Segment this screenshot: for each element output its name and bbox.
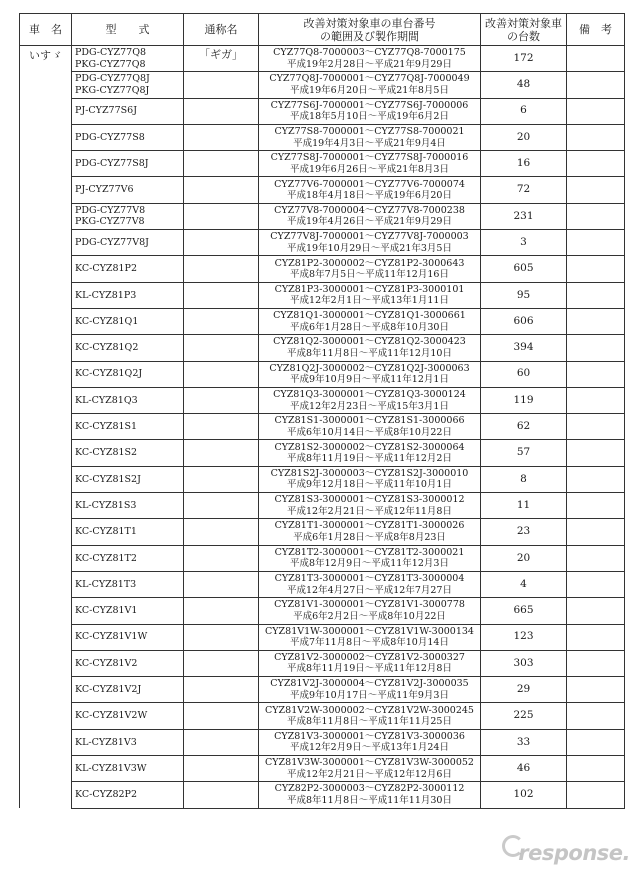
model-cell xyxy=(72,677,184,703)
chassis-range: CYZ81T3-3000001～CYZ81T3-3000004 xyxy=(274,573,465,585)
count-cell: 20 xyxy=(481,545,567,571)
production-period: 平成8年11月8日～平成11年12月10日 xyxy=(287,347,452,359)
production-period: 平成8年11月8日～平成11年11月25日 xyxy=(287,716,452,728)
note-cell xyxy=(567,493,625,519)
chassis-range: CYZ77S8-7000001～CYZ77S8-7000021 xyxy=(274,126,465,138)
header-count-line2: の台数 xyxy=(507,29,540,43)
note-cell xyxy=(567,782,625,808)
table-row xyxy=(20,98,625,124)
chassis-range: CYZ81Q1-3000001～CYZ81Q1-3000661 xyxy=(273,310,466,322)
count-cell: 46 xyxy=(481,756,567,782)
chassis-range: CYZ81V1-3000001～CYZ81V1-3000778 xyxy=(274,599,465,611)
table-row xyxy=(20,756,625,782)
count-cell: 48 xyxy=(481,72,567,98)
model-cell xyxy=(72,466,184,492)
range-cell xyxy=(259,493,481,519)
model-code: KL-CYZ81P3 xyxy=(75,289,137,301)
count-cell: 20 xyxy=(481,124,567,150)
model-cell xyxy=(72,335,184,361)
table-row xyxy=(20,124,625,150)
production-period: 平成12年2月21日～平成12年12月6日 xyxy=(287,768,452,780)
header-model: 型 式 xyxy=(72,14,184,46)
range-cell xyxy=(259,335,481,361)
count-cell: 8 xyxy=(481,466,567,492)
production-period: 平成8年11月19日～平成11年12月8日 xyxy=(287,663,452,675)
production-period: 平成19年10月29日～平成21年3月5日 xyxy=(287,242,452,254)
note-cell xyxy=(567,46,625,72)
note-cell xyxy=(567,571,625,597)
chassis-range: CYZ81V2W-3000002～CYZ81V2W-3000245 xyxy=(265,704,474,716)
model-code: KL-CYZ81V3W xyxy=(75,762,147,774)
range-cell xyxy=(259,98,481,124)
range-cell xyxy=(259,571,481,597)
table-row xyxy=(20,650,625,676)
model-cell xyxy=(72,72,184,98)
production-period: 平成6年1月28日～平成8年10月30日 xyxy=(290,321,449,333)
count-cell: 29 xyxy=(481,677,567,703)
count-cell: 62 xyxy=(481,414,567,440)
model-code: KC-CYZ81V2 xyxy=(75,657,138,669)
range-cell xyxy=(259,256,481,282)
model-cell xyxy=(72,624,184,650)
chassis-range: CYZ81T1-3000001～CYZ81T1-3000026 xyxy=(274,520,465,532)
chassis-range: CYZ81P2-3000002～CYZ81P2-3000643 xyxy=(274,257,465,269)
table-row xyxy=(20,519,625,545)
model-code: KC-CYZ81V1W xyxy=(75,631,148,643)
table-row xyxy=(20,335,625,361)
model-code: KC-CYZ81S2 xyxy=(75,447,138,459)
model-code: KL-CYZ81V3 xyxy=(75,736,137,748)
note-cell xyxy=(567,203,625,229)
note-cell xyxy=(567,361,625,387)
nickname-cell xyxy=(184,624,259,650)
table-row xyxy=(20,493,625,519)
model-cell xyxy=(72,545,184,571)
model-code: KC-CYZ81V1 xyxy=(75,605,138,617)
count-cell: 60 xyxy=(481,361,567,387)
count-cell: 11 xyxy=(481,493,567,519)
model-cell xyxy=(72,756,184,782)
range-cell xyxy=(259,650,481,676)
nickname-cell xyxy=(184,756,259,782)
table-body xyxy=(20,46,625,809)
note-cell xyxy=(567,98,625,124)
chassis-range: CYZ81V3-3000001～CYZ81V3-3000036 xyxy=(274,730,465,742)
recall-table xyxy=(19,13,625,809)
note-cell xyxy=(567,124,625,150)
production-period: 平成19年6月20日～平成21年8月5日 xyxy=(290,84,449,96)
nickname-cell xyxy=(184,124,259,150)
note-cell xyxy=(567,519,625,545)
model-cell xyxy=(72,177,184,203)
nickname-cell xyxy=(184,571,259,597)
chassis-range: CYZ81S3-3000001～CYZ81S3-3000012 xyxy=(274,494,465,506)
note-cell xyxy=(567,624,625,650)
model-code: KL-CYZ81S3 xyxy=(75,499,137,511)
range-cell xyxy=(259,414,481,440)
model-code: PDG-CYZ77S8J xyxy=(75,158,149,170)
header-note: 備 考 xyxy=(567,14,625,46)
chassis-range: CYZ81S2-3000002～CYZ81S2-3000064 xyxy=(274,441,465,453)
production-period: 平成6年2月2日～平成8年10月22日 xyxy=(293,610,446,622)
production-period: 平成6年1月28日～平成8年8月23日 xyxy=(293,531,446,543)
table-row xyxy=(20,782,625,808)
count-cell: 23 xyxy=(481,519,567,545)
chassis-range: CYZ77S8J-7000001～CYZ77S8J-7000016 xyxy=(270,152,469,164)
range-cell xyxy=(259,361,481,387)
count-cell: 231 xyxy=(481,203,567,229)
range-cell xyxy=(259,545,481,571)
nickname-cell xyxy=(184,519,259,545)
model-code: PDG-CYZ77V8J xyxy=(75,236,149,248)
note-cell xyxy=(567,282,625,308)
note-cell xyxy=(567,414,625,440)
chassis-range: CYZ82P2-3000003～CYZ82P2-3000112 xyxy=(274,783,465,795)
count-cell: 6 xyxy=(481,98,567,124)
nickname-cell xyxy=(184,203,259,229)
model-code: KL-CYZ81Q3 xyxy=(75,394,138,406)
table-header-row xyxy=(20,14,625,46)
production-period: 平成9年12月18日～平成11年10月1日 xyxy=(287,479,452,491)
production-period: 平成18年5月10日～平成19年6月2日 xyxy=(290,111,449,123)
table-row xyxy=(20,72,625,98)
range-cell xyxy=(259,151,481,177)
table-row xyxy=(20,177,625,203)
model-cell xyxy=(72,650,184,676)
model-code: PJ-CYZ77S6J xyxy=(75,105,138,117)
chassis-range: CYZ77V6-7000001～CYZ77V6-7000074 xyxy=(274,178,465,190)
note-cell xyxy=(567,151,625,177)
nickname-cell xyxy=(184,650,259,676)
model-code: KC-CYZ81V2J xyxy=(75,684,142,696)
model-cell xyxy=(72,203,184,229)
count-cell: 4 xyxy=(481,571,567,597)
maker-cell: いすゞ xyxy=(20,46,72,809)
count-cell: 119 xyxy=(481,387,567,413)
model-cell xyxy=(72,703,184,729)
nickname-cell xyxy=(184,493,259,519)
count-cell: 57 xyxy=(481,440,567,466)
table-row xyxy=(20,46,625,72)
production-period: 平成8年11月8日～平成11年11月30日 xyxy=(287,794,452,806)
nickname-cell xyxy=(184,677,259,703)
table-row xyxy=(20,440,625,466)
model-code: KL-CYZ81T3 xyxy=(75,578,137,590)
model-code: KC-CYZ82P2 xyxy=(75,789,137,801)
table-row xyxy=(20,598,625,624)
table-row xyxy=(20,387,625,413)
count-cell: 225 xyxy=(481,703,567,729)
model-cell xyxy=(72,361,184,387)
count-cell: 95 xyxy=(481,282,567,308)
production-period: 平成12年2月23日～平成15年3月1日 xyxy=(290,400,449,412)
model-code: KC-CYZ81V2W xyxy=(75,710,148,722)
count-cell: 72 xyxy=(481,177,567,203)
range-cell xyxy=(259,624,481,650)
model-cell xyxy=(72,598,184,624)
range-cell xyxy=(259,230,481,256)
count-cell: 303 xyxy=(481,650,567,676)
production-period: 平成19年6月26日～平成21年8月3日 xyxy=(290,163,449,175)
model-cell xyxy=(72,151,184,177)
note-cell xyxy=(567,256,625,282)
note-cell xyxy=(567,466,625,492)
model-code: KC-CYZ81Q2 xyxy=(75,342,139,354)
production-period: 平成8年12月9日～平成11年12月3日 xyxy=(290,558,449,570)
model-code: KC-CYZ81Q2J xyxy=(75,368,143,380)
production-period: 平成12年2月9日～平成13年1月24日 xyxy=(290,742,449,754)
model-cell xyxy=(72,571,184,597)
range-cell xyxy=(259,46,481,72)
nickname-cell xyxy=(184,308,259,334)
count-cell: 33 xyxy=(481,729,567,755)
nickname-cell xyxy=(184,282,259,308)
range-cell xyxy=(259,782,481,808)
range-cell xyxy=(259,729,481,755)
table-row xyxy=(20,677,625,703)
note-cell xyxy=(567,440,625,466)
note-cell xyxy=(567,335,625,361)
chassis-range: CYZ81Q2-3000001～CYZ81Q2-3000423 xyxy=(273,336,466,348)
range-cell xyxy=(259,756,481,782)
range-cell xyxy=(259,124,481,150)
model-code: KC-CYZ81S1 xyxy=(75,421,138,433)
table-row xyxy=(20,203,625,229)
model-cell xyxy=(72,440,184,466)
range-cell xyxy=(259,466,481,492)
model-cell xyxy=(72,46,184,72)
header-maker: 車 名 xyxy=(20,14,72,46)
note-cell xyxy=(567,677,625,703)
note-cell xyxy=(567,387,625,413)
nickname-cell xyxy=(184,703,259,729)
production-period: 平成19年4月26日～平成21年9月29日 xyxy=(287,216,452,228)
table-row xyxy=(20,624,625,650)
count-cell: 394 xyxy=(481,335,567,361)
header-range xyxy=(259,14,481,46)
note-cell xyxy=(567,729,625,755)
nickname-cell xyxy=(184,98,259,124)
nickname-cell xyxy=(184,177,259,203)
range-cell xyxy=(259,519,481,545)
model-cell xyxy=(72,256,184,282)
chassis-range: CYZ77S6J-7000001～CYZ77S6J-7000006 xyxy=(270,99,469,111)
range-cell xyxy=(259,203,481,229)
note-cell xyxy=(567,598,625,624)
production-period: 平成9年10月17日～平成11年9月3日 xyxy=(290,689,449,701)
chassis-range: CYZ81S2J-3000003～CYZ81S2J-3000010 xyxy=(270,467,469,479)
production-period: 平成7年11月8日～平成8年10月14日 xyxy=(290,637,449,649)
chassis-range: CYZ77Q8-7000003～CYZ77Q8-7000175 xyxy=(273,47,466,59)
model-cell xyxy=(72,387,184,413)
chassis-range: CYZ77Q8J-7000001～CYZ77Q8J-7000049 xyxy=(269,73,470,85)
model-cell xyxy=(72,519,184,545)
nickname-cell xyxy=(184,256,259,282)
note-cell xyxy=(567,177,625,203)
production-period: 平成12年4月27日～平成12年7月27日 xyxy=(287,584,452,596)
table-row xyxy=(20,466,625,492)
production-period: 平成19年2月28日～平成21年9月29日 xyxy=(287,58,452,70)
count-cell: 123 xyxy=(481,624,567,650)
table-row xyxy=(20,571,625,597)
nickname-cell xyxy=(184,335,259,361)
production-period: 平成12年2月1日～平成13年1月11日 xyxy=(290,295,449,307)
nickname-cell xyxy=(184,151,259,177)
count-cell: 102 xyxy=(481,782,567,808)
count-cell: 665 xyxy=(481,598,567,624)
range-cell xyxy=(259,282,481,308)
table-row xyxy=(20,729,625,755)
range-cell xyxy=(259,177,481,203)
count-cell: 606 xyxy=(481,308,567,334)
model-code: PKG-CYZ77V8 xyxy=(75,216,145,228)
chassis-range: CYZ81P3-3000001～CYZ81P3-3000101 xyxy=(274,283,465,295)
nickname-cell: 「ギガ」 xyxy=(184,46,259,72)
production-period: 平成8年7月5日～平成11年12月16日 xyxy=(290,269,449,281)
count-cell: 605 xyxy=(481,256,567,282)
model-cell xyxy=(72,414,184,440)
nickname-cell xyxy=(184,782,259,808)
model-code: KC-CYZ81Q1 xyxy=(75,315,139,327)
nickname-cell xyxy=(184,466,259,492)
model-code: PJ-CYZ77V6 xyxy=(75,184,134,196)
model-code: PDG-CYZ77Q8J xyxy=(75,73,150,85)
model-code: KC-CYZ81T1 xyxy=(75,526,137,538)
table-row xyxy=(20,256,625,282)
nickname-cell xyxy=(184,414,259,440)
production-period: 平成6年10月14日～平成8年10月22日 xyxy=(287,426,452,438)
range-cell xyxy=(259,598,481,624)
count-cell: 16 xyxy=(481,151,567,177)
range-cell xyxy=(259,72,481,98)
model-code: PKG-CYZ77Q8 xyxy=(75,58,146,70)
header-count-line1: 改善対策対象車 xyxy=(485,16,562,30)
model-code: KC-CYZ81T2 xyxy=(75,552,137,564)
nickname-cell xyxy=(184,440,259,466)
model-code: KC-CYZ81P2 xyxy=(75,263,137,275)
model-cell xyxy=(72,308,184,334)
nickname-cell xyxy=(184,387,259,413)
range-cell xyxy=(259,387,481,413)
chassis-range: CYZ77V8-7000004～CYZ77V8-7000238 xyxy=(274,204,465,216)
chassis-range: CYZ81V2J-3000004～CYZ81V2J-3000035 xyxy=(270,678,469,690)
model-cell xyxy=(72,493,184,519)
header-range-line1: 改善対策対象車の車台番号 xyxy=(303,16,436,30)
range-cell xyxy=(259,440,481,466)
nickname-cell xyxy=(184,729,259,755)
note-cell xyxy=(567,756,625,782)
model-code: PDG-CYZ77S8 xyxy=(75,131,145,143)
production-period: 平成18年4月18日～平成19年6月20日 xyxy=(287,190,452,202)
note-cell xyxy=(567,703,625,729)
header-nickname: 通称名 xyxy=(184,14,259,46)
table-row xyxy=(20,545,625,571)
model-cell xyxy=(72,782,184,808)
nickname-cell xyxy=(184,72,259,98)
nickname-cell xyxy=(184,598,259,624)
note-cell xyxy=(567,545,625,571)
table-row xyxy=(20,361,625,387)
production-period: 平成8年11月19日～平成11年12月2日 xyxy=(287,453,452,465)
note-cell xyxy=(567,72,625,98)
model-cell xyxy=(72,98,184,124)
chassis-range: CYZ81V3W-3000001～CYZ81V3W-3000052 xyxy=(265,757,474,769)
model-code: PKG-CYZ77Q8J xyxy=(75,84,150,96)
model-cell xyxy=(72,282,184,308)
range-cell xyxy=(259,703,481,729)
table-row xyxy=(20,308,625,334)
model-code: PDG-CYZ77Q8 xyxy=(75,47,147,59)
chassis-range: CYZ81V1W-3000001～CYZ81V1W-3000134 xyxy=(265,625,474,637)
table-row xyxy=(20,151,625,177)
chassis-range: CYZ81Q3-3000001～CYZ81Q3-3000124 xyxy=(273,389,466,400)
nickname-cell xyxy=(184,361,259,387)
production-period: 平成12年2月21日～平成12年11月8日 xyxy=(287,505,452,517)
model-code: PDG-CYZ77V8 xyxy=(75,204,146,216)
header-count xyxy=(481,14,567,46)
model-cell xyxy=(72,124,184,150)
count-cell: 172 xyxy=(481,46,567,72)
model-cell xyxy=(72,729,184,755)
note-cell xyxy=(567,230,625,256)
production-period: 平成9年10月9日～平成11年12月1日 xyxy=(290,374,449,386)
chassis-range: CYZ77V8J-7000001～CYZ77V8J-7000003 xyxy=(270,231,469,243)
range-cell xyxy=(259,308,481,334)
note-cell xyxy=(567,650,625,676)
chassis-range: CYZ81Q2J-3000002～CYZ81Q2J-3000063 xyxy=(269,362,470,374)
chassis-range: CYZ81T2-3000001～CYZ81T2-3000021 xyxy=(274,546,465,558)
note-cell xyxy=(567,308,625,334)
production-period: 平成19年4月3日～平成21年9月4日 xyxy=(293,137,446,149)
table-row xyxy=(20,282,625,308)
table-row xyxy=(20,703,625,729)
model-cell xyxy=(72,230,184,256)
table-row xyxy=(20,230,625,256)
header-range-line2: の範囲及び製作期間 xyxy=(320,29,419,43)
table-row xyxy=(20,414,625,440)
model-code: KC-CYZ81S2J xyxy=(75,473,141,485)
chassis-range: CYZ81V2-3000002～CYZ81V2-3000327 xyxy=(274,651,465,663)
chassis-range: CYZ81S1-3000001～CYZ81S1-3000066 xyxy=(274,415,465,427)
range-cell xyxy=(259,677,481,703)
watermark: response. xyxy=(518,841,630,865)
count-cell: 3 xyxy=(481,230,567,256)
nickname-cell xyxy=(184,545,259,571)
nickname-cell xyxy=(184,230,259,256)
